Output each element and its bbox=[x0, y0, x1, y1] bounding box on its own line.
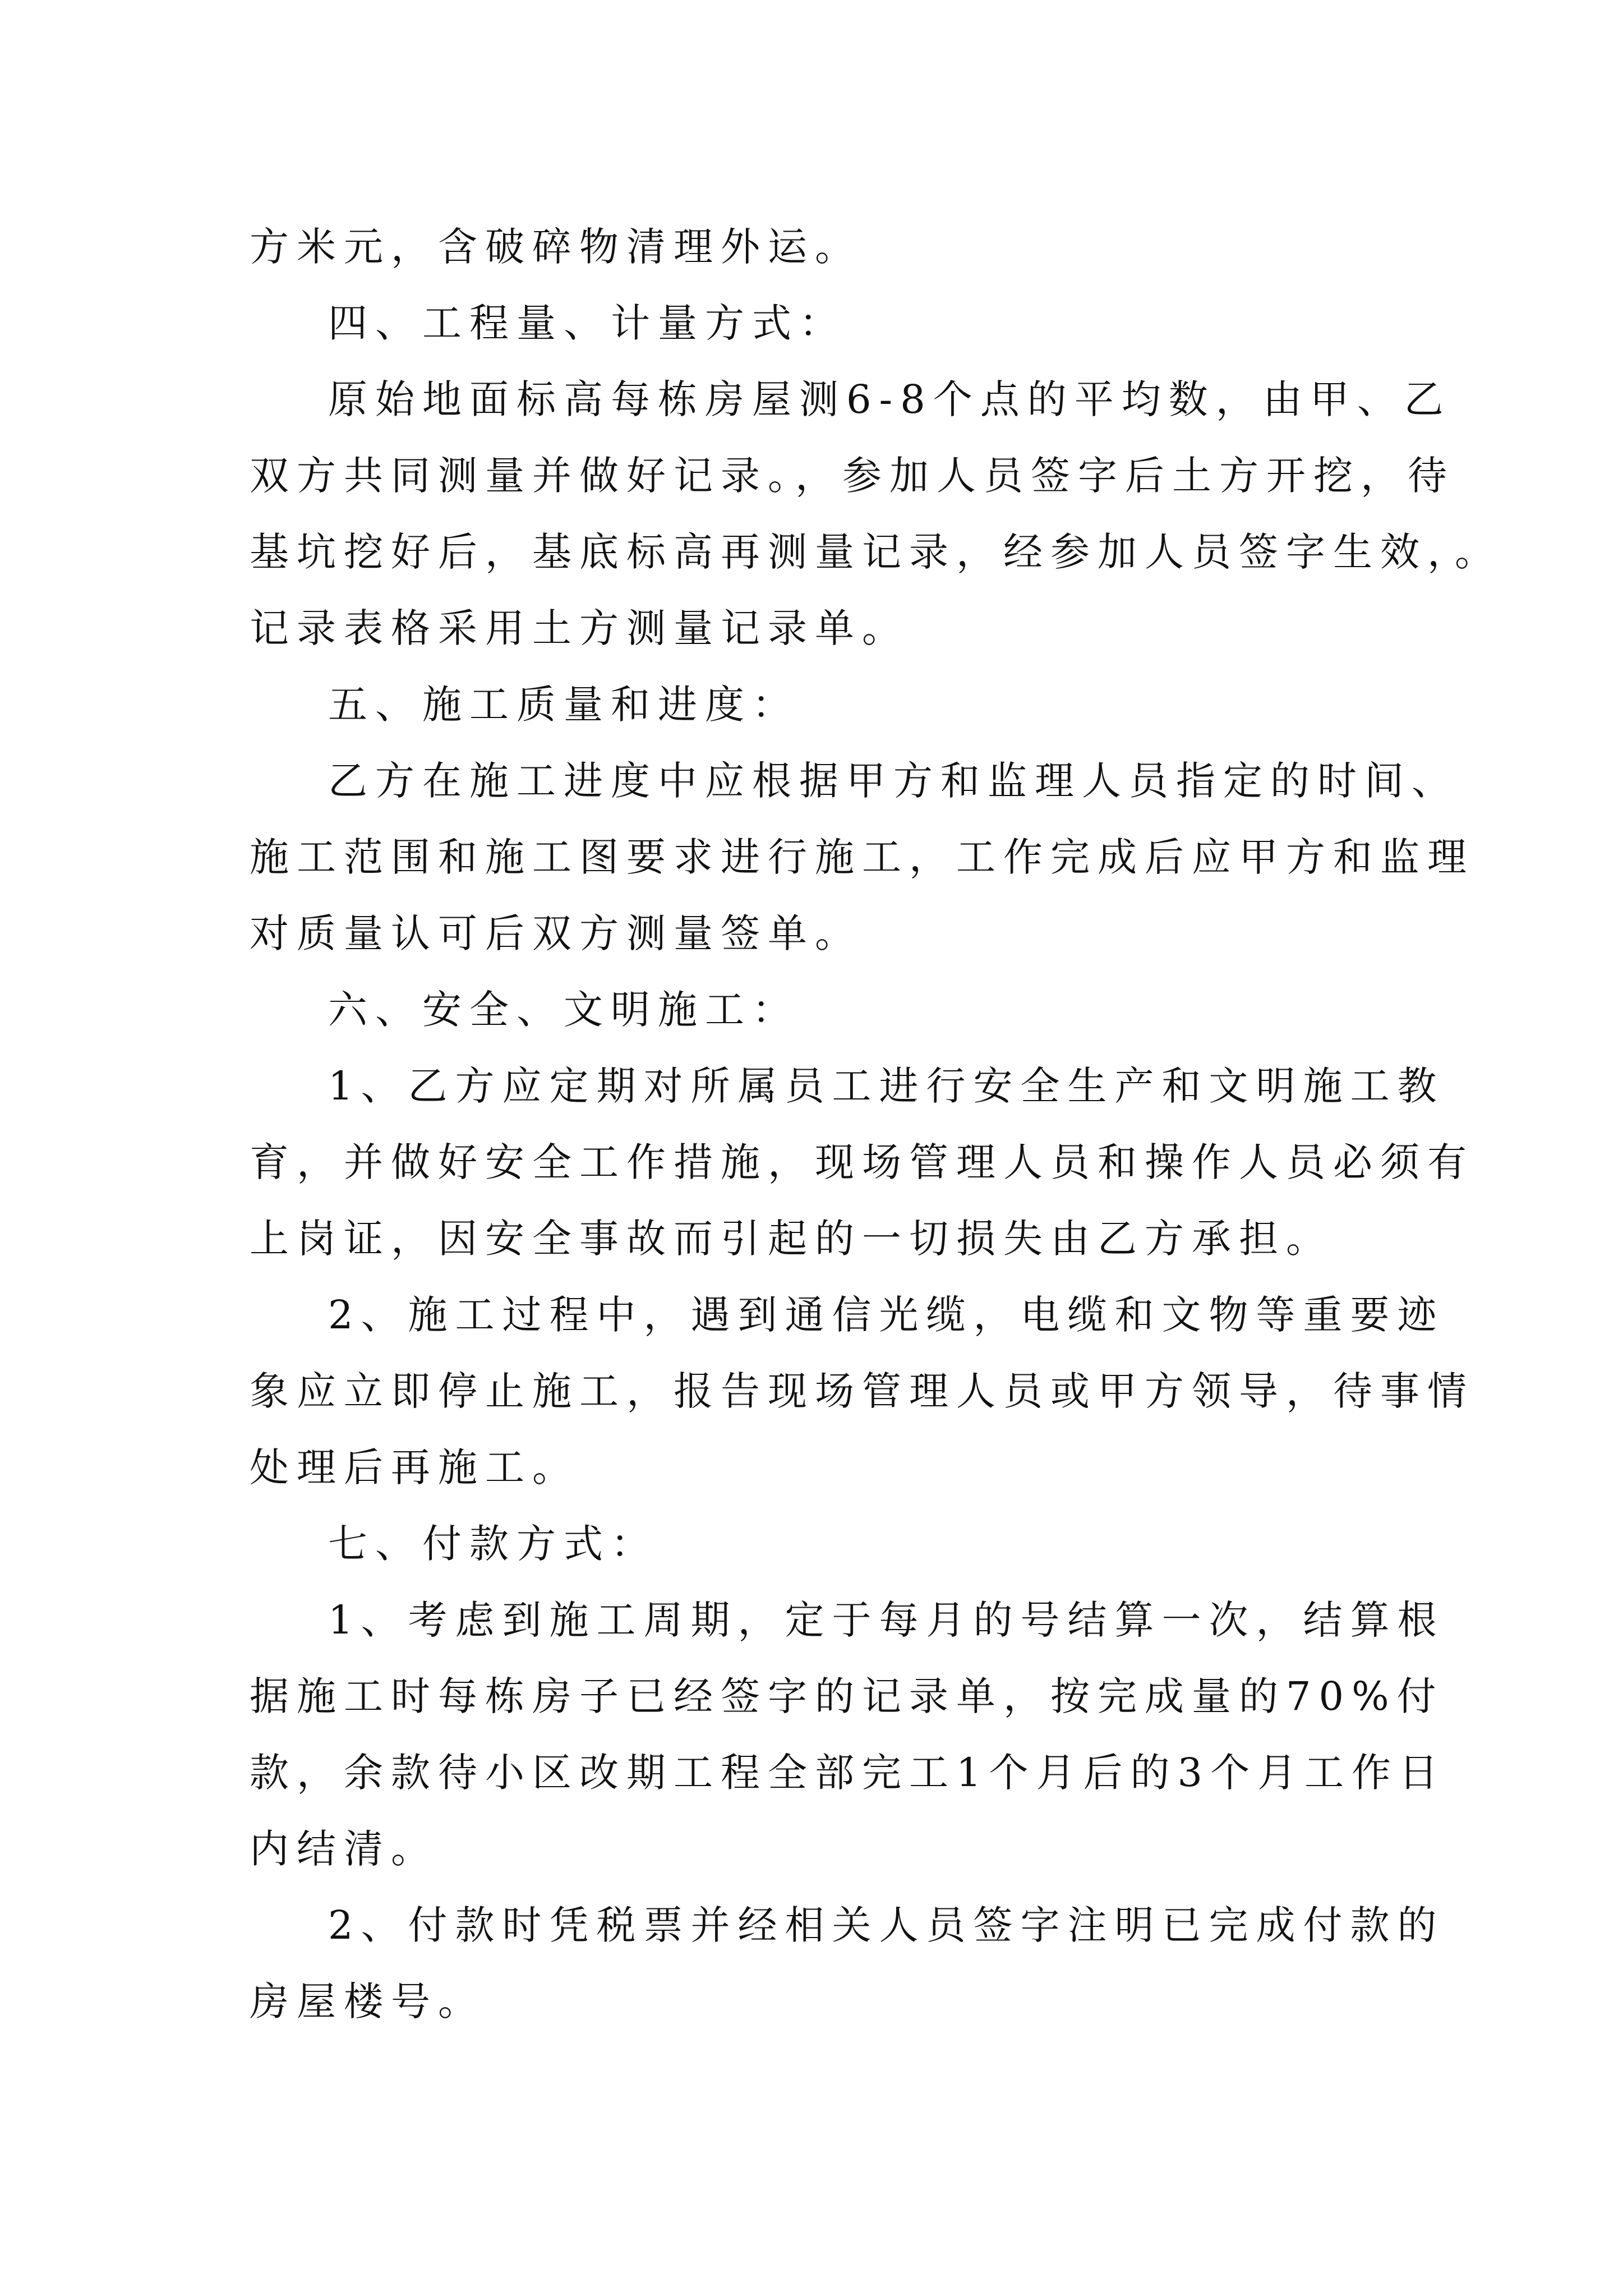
text-line: 2、施工过程中，遇到通信光缆，电缆和文物等重要迹 bbox=[328, 1292, 1445, 1338]
text-line: 对质量认可后双方测量签单。 bbox=[250, 910, 862, 956]
text-line: 2、付款时凭税票并经相关人员签字注明已完成付款的 bbox=[328, 1902, 1445, 1948]
text-line: 基坑挖好后，基底标高再测量记录，经参加人员签字生效，。 bbox=[250, 529, 1502, 575]
text-line: 记录表格采用土方测量记录单。 bbox=[250, 605, 909, 651]
text-line: 上岗证，因安全事故而引起的一切损失由乙方承担。 bbox=[250, 1216, 1333, 1262]
text-line: 房屋楼号。 bbox=[250, 1978, 485, 2024]
text-line: 双方共同测量并做好记录。，参加人员签字后土方开挖，待 bbox=[250, 453, 1455, 499]
text-line: 方米元，含破碎物清理外运。 bbox=[250, 224, 862, 270]
section-heading: 七、付款方式： bbox=[328, 1521, 658, 1567]
text-line: 1、考虑到施工周期，定于每月的号结算一次，结算根 bbox=[328, 1597, 1445, 1643]
text-line: 处理后再施工。 bbox=[250, 1444, 579, 1490]
text-line: 施工范围和施工图要求进行施工，工作完成后应甲方和监理 bbox=[250, 834, 1474, 880]
text-line: 内结清。 bbox=[250, 1826, 438, 1872]
section-heading: 六、安全、文明施工： bbox=[328, 987, 799, 1033]
text-line: 款，余款待小区改期工程全部完工1个月后的3个月工作日 bbox=[250, 1750, 1446, 1796]
section-heading: 五、施工质量和进度： bbox=[328, 682, 799, 728]
text-line: 1、乙方应定期对所属员工进行安全生产和文明施工教 bbox=[328, 1063, 1445, 1109]
document-body bbox=[250, 209, 1502, 2040]
text-line: 象应立即停止施工，报告现场管理人员或甲方领导，待事情 bbox=[250, 1368, 1474, 1414]
text-line: 育，并做好安全工作措施，现场管理人员和操作人员必须有 bbox=[250, 1139, 1474, 1185]
text-line: 原始地面标高每栋房屋测6-8个点的平均数，由甲、乙 bbox=[328, 376, 1451, 422]
text-line: 乙方在施工进度中应根据甲方和监理人员指定的时间、 bbox=[328, 758, 1459, 804]
section-heading: 四、工程量、计量方式： bbox=[328, 300, 846, 346]
text-line: 据施工时每栋房子已经签字的记录单，按完成量的70%付 bbox=[250, 1673, 1444, 1719]
